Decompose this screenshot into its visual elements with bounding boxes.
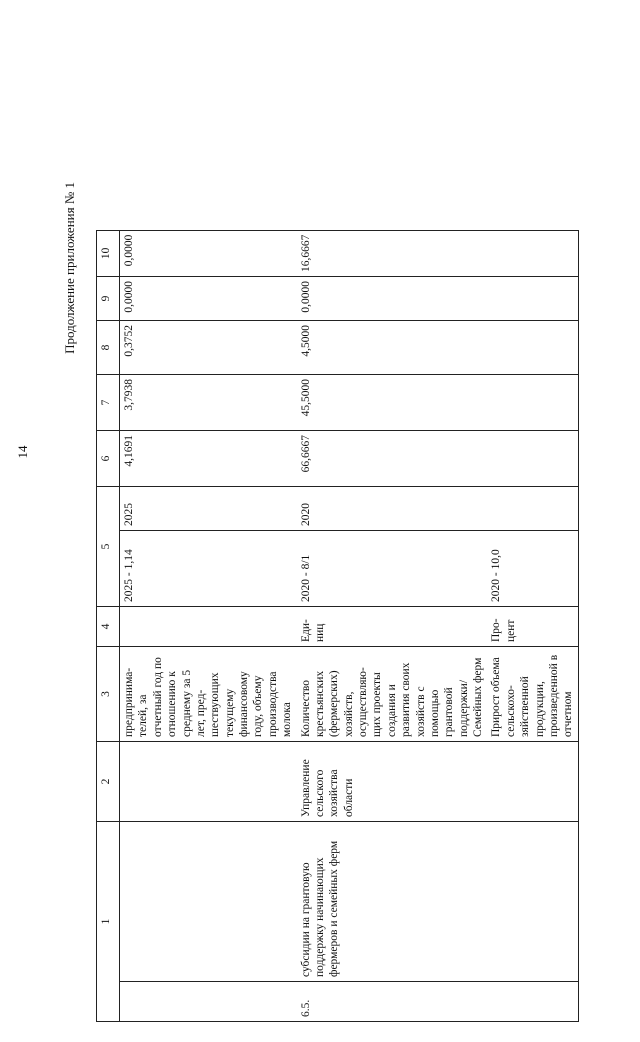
value-col6: 4,1691 — [120, 431, 297, 487]
page-number: 14 — [15, 445, 30, 459]
unit: Про-цент — [487, 607, 578, 647]
value-col8: 0,3752 — [120, 321, 297, 375]
table-row — [297, 230, 488, 1021]
unit — [120, 607, 297, 647]
value-col8: 4,5000 — [297, 321, 488, 375]
target-value: 2025 - 1,14 — [120, 531, 297, 607]
executor — [120, 742, 297, 822]
row-number: 6.5. — [297, 982, 488, 1022]
value-col8 — [487, 321, 578, 375]
year — [487, 487, 578, 531]
header-cell: 7 — [97, 375, 120, 431]
target-value: 2020 - 10,0 — [487, 531, 578, 607]
value-col6 — [487, 431, 578, 487]
header-row — [97, 230, 120, 1021]
executor — [487, 742, 578, 822]
value-col7: 45,5000 — [297, 375, 488, 431]
header-cell: 5 — [97, 487, 120, 607]
value-col6: 66,6667 — [297, 431, 488, 487]
value-col9 — [487, 277, 578, 321]
value-col7: 3,7938 — [120, 375, 297, 431]
header-cell: 9 — [97, 277, 120, 321]
appendix-table — [96, 230, 579, 1022]
year: 2020 — [297, 487, 488, 531]
indicator: Количество крестьянских (фермерских) хозяйств, осуществляю-щих проекты создания и развития своих хозяйств с помощью грантовой поддержки/ Семейных ферм — [297, 647, 488, 742]
header-cell: 10 — [97, 230, 120, 276]
table-row — [120, 230, 297, 1021]
value-col10: 0,0000 — [120, 230, 297, 276]
value-col9: 0,0000 — [120, 277, 297, 321]
rotated-document — [50, 182, 590, 1042]
row-number — [487, 982, 578, 1022]
target-value: 2020 - 8/1 — [297, 531, 488, 607]
measure-name — [487, 822, 578, 982]
header-cell: 6 — [97, 431, 120, 487]
header-cell: 3 — [97, 647, 120, 742]
header-cell: 4 — [97, 607, 120, 647]
value-col9: 0,0000 — [297, 277, 488, 321]
header-cell: 2 — [97, 742, 120, 822]
value-col7 — [487, 375, 578, 431]
table-row — [487, 230, 578, 1021]
unit: Еди-ниц — [297, 607, 488, 647]
indicator: Прирост объема сельскохо-зяйственной продукции, произведенной в отчетном — [487, 647, 578, 742]
executor: Управление сельского хозяйства области — [297, 742, 488, 822]
header-cell: 1 — [97, 822, 120, 1022]
year: 2025 — [120, 487, 297, 531]
continuation-label: Продолжение приложения № 1 — [62, 182, 77, 354]
measure-name — [120, 822, 297, 982]
header-cell: 8 — [97, 321, 120, 375]
value-col10 — [487, 230, 578, 276]
row-number — [120, 982, 297, 1022]
measure-name: субсидии на грантовую поддержку начинающих фермеров и семейных ферм — [297, 822, 488, 982]
value-col10: 16,6667 — [297, 230, 488, 276]
indicator: предпринима-телей, за отчетный год по отношению к среднему за 5 лет, пред-шествующих текущему финансовому году, объему производства молока — [120, 647, 297, 742]
